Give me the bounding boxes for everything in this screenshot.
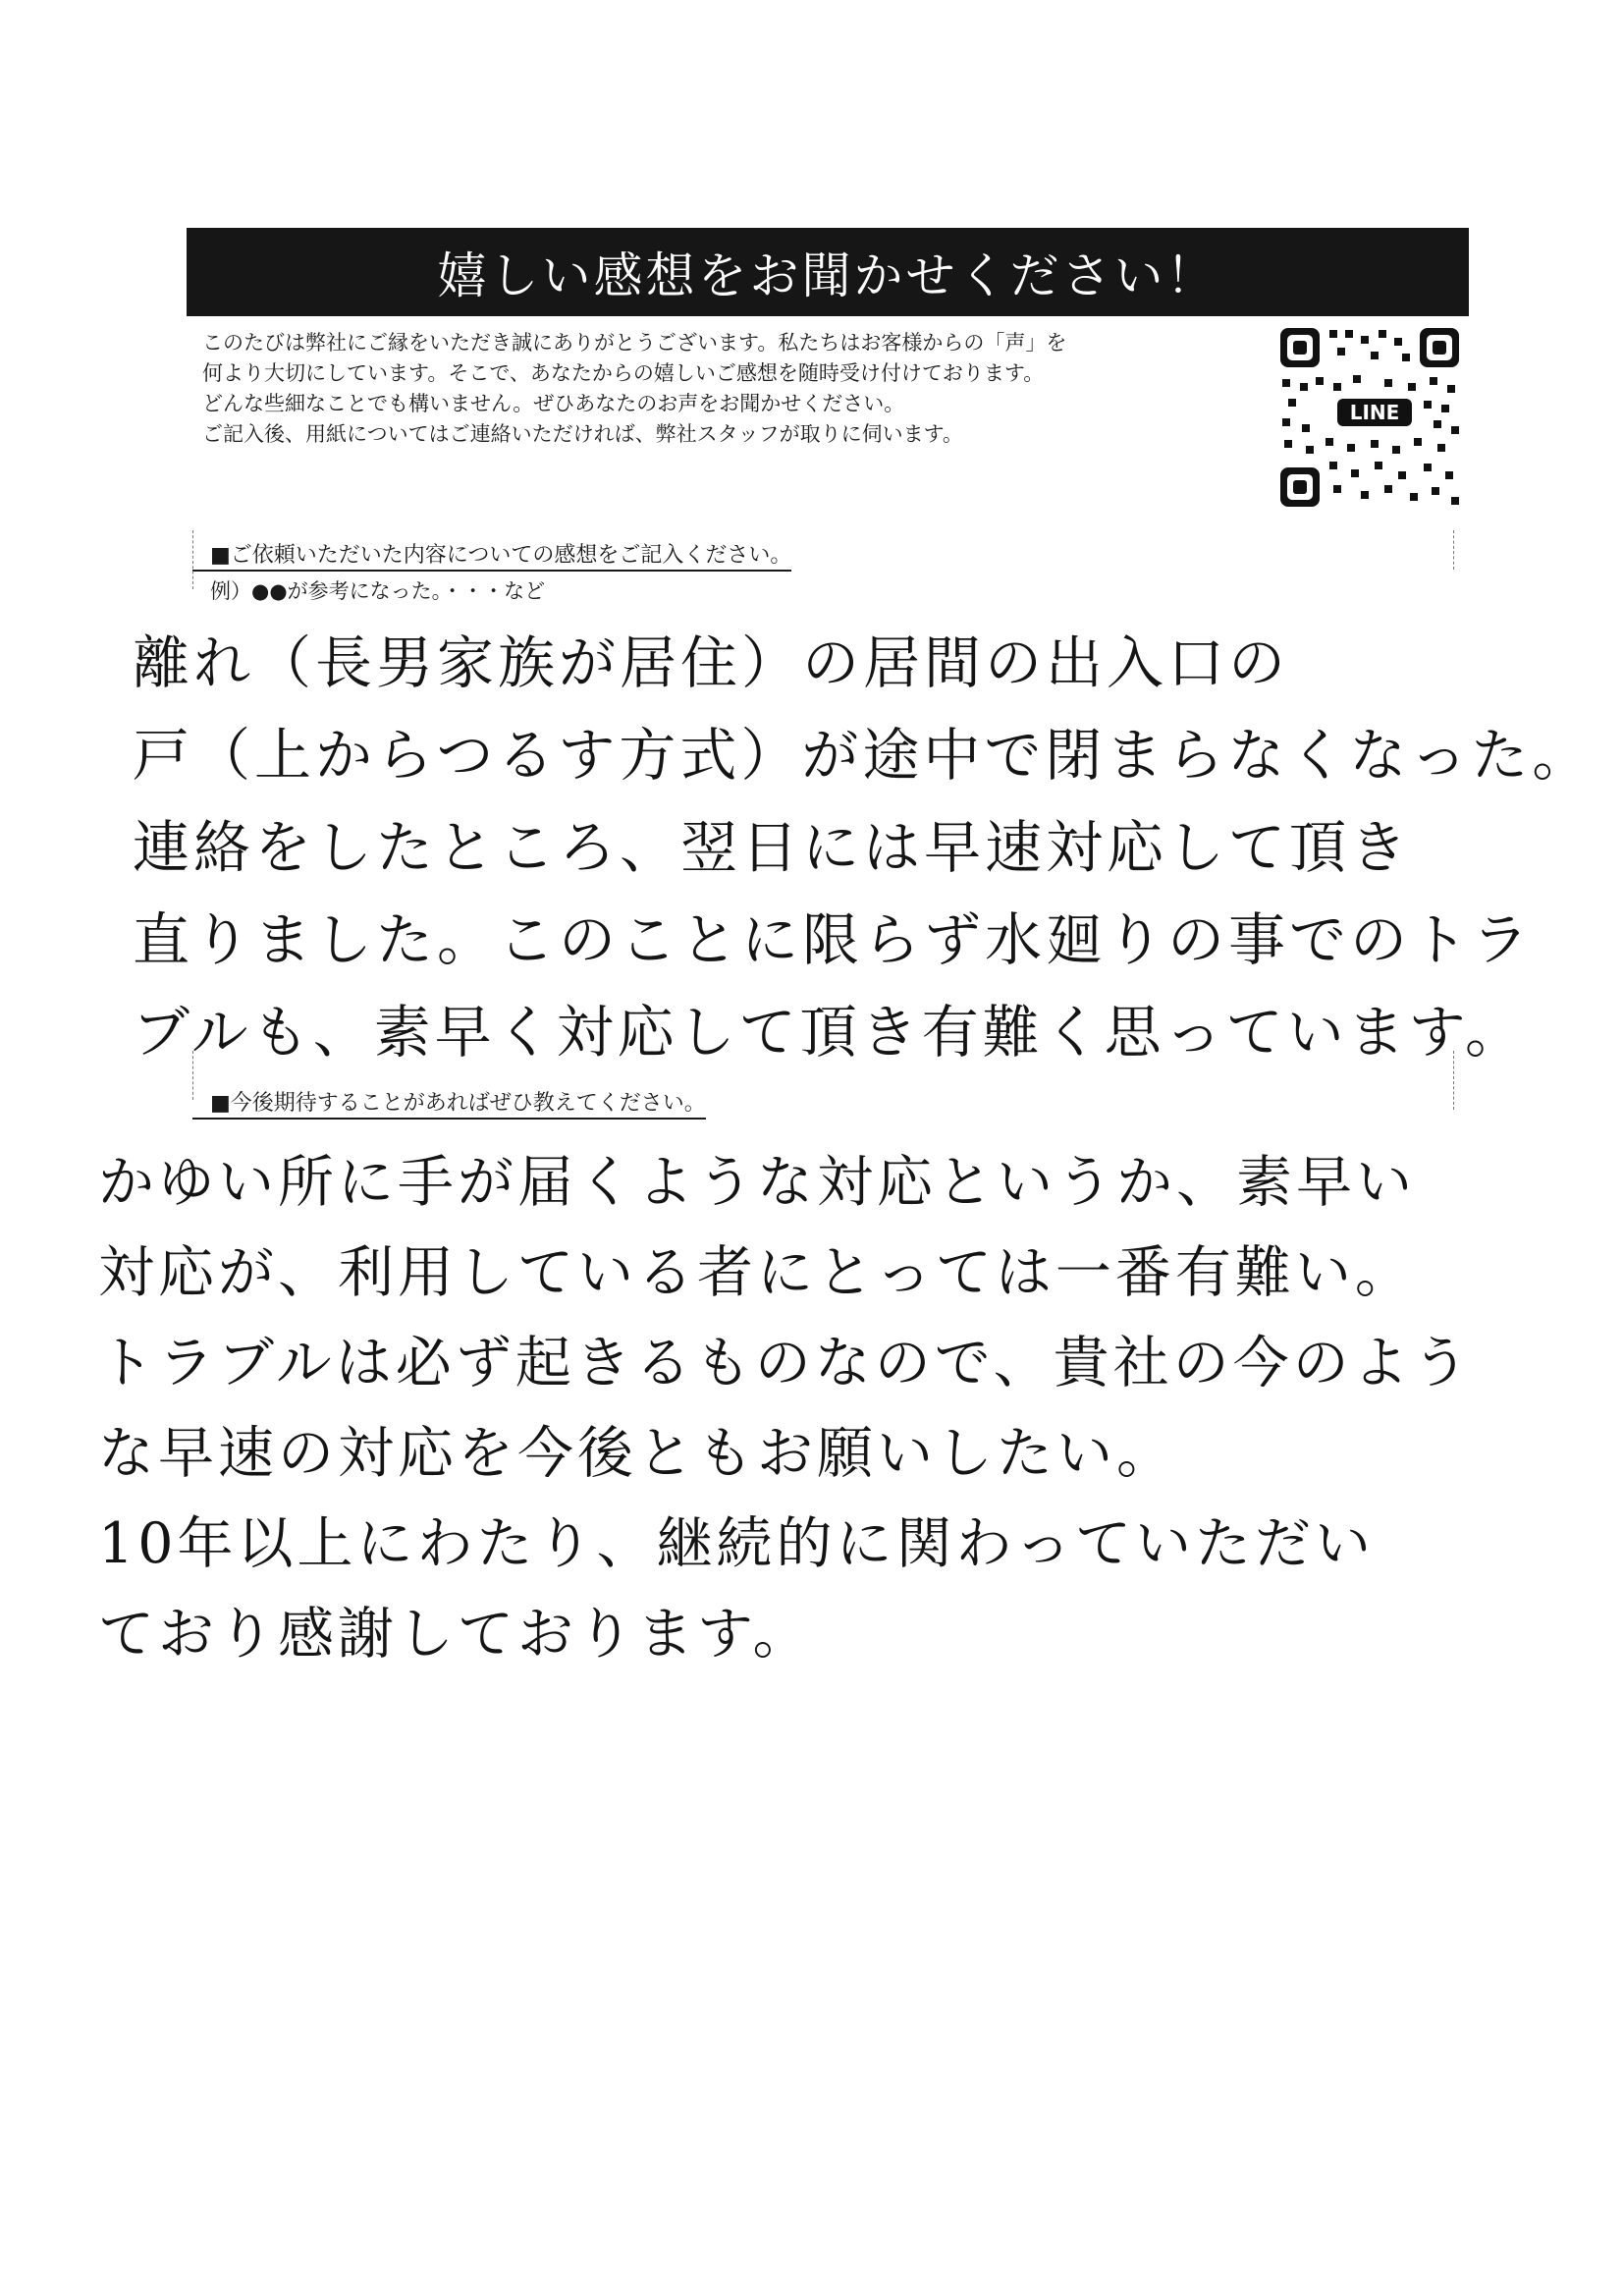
handwritten-line: 対応が、利用している者にとっては一番有難い。 (98, 1240, 1415, 1305)
section-expectations (192, 1086, 1469, 1120)
scan-border (1453, 1051, 1454, 1110)
scan-border (192, 1051, 193, 1100)
intro-line: どんな些細なことでも構いません。ぜひあなたのお声をお聞かせください。 (202, 392, 905, 415)
section-impressions (192, 538, 1469, 605)
handwritten-line: ブルも、素早く対応して頂き有難く思っています。 (133, 999, 1527, 1066)
intro-line: 何より大切にしています。そこで、あなたからの嬉しいご感想を随時受け付けております。 (202, 361, 1045, 385)
page-title-text: 嬉しい感想をお聞かせください！ (437, 247, 1218, 304)
qr-code-icon (1276, 324, 1463, 511)
intro-text (202, 328, 1243, 450)
qr-line-label: LINE (1349, 401, 1400, 424)
handwritten-line: 連絡をしたところ、翌日には早速対応して頂き (133, 814, 1412, 881)
handwritten-line: 離れ（長男家族が居住）の居間の出入口の (133, 629, 1290, 696)
handwritten-line: 10年以上にわたり、継続的に関わっていただい (98, 1511, 1375, 1576)
scan-border (192, 530, 193, 589)
handwritten-line: かゆい所に手が届くような対応というか、素早い (98, 1150, 1416, 1215)
handwritten-line: 戸（上からつるす方式）が途中で閉まらなくなった。 (133, 722, 1594, 789)
section-example: 例）●●が参考になった。・・・など (210, 579, 546, 603)
section-heading: ■今後期待することがあればぜひ教えてください。 (192, 1086, 706, 1120)
handwritten-line: 直りました。このことに限らず水廻りの事でのトラ (133, 906, 1534, 973)
intro-line: ご記入後、用紙についてはご連絡いただければ、弊社スタッフが取りに伺います。 (202, 422, 963, 446)
handwritten-line: トラブルは必ず起きるものなので、貴社の今のよう (98, 1331, 1473, 1395)
qr-code-graphic (1276, 324, 1463, 511)
handwritten-line: な早速の対応を今後ともお願いしたい。 (98, 1421, 1176, 1486)
page-title (187, 228, 1469, 316)
intro-line: このたびは弊社にご縁をいただき誠にありがとうございます。私たちはお客様からの「声」を (202, 331, 1067, 355)
scan-border (1453, 530, 1454, 570)
handwritten-line: ており感謝しております。 (98, 1602, 813, 1667)
handwritten-answer-expectations (98, 1137, 1473, 1679)
section-heading: ■ご依頼いただいた内容についての感想をご記入ください。 (192, 538, 791, 572)
handwritten-answer-impressions (133, 617, 1593, 1078)
